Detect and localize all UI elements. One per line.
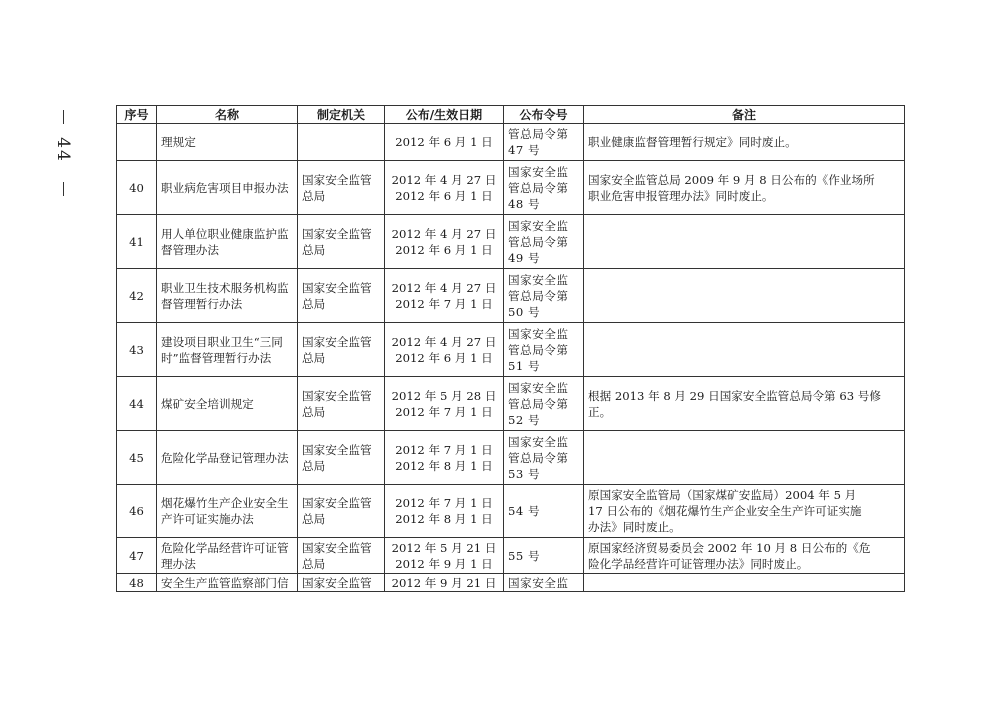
cell-remark bbox=[584, 269, 905, 323]
page-number-dash-top bbox=[63, 110, 64, 124]
table-body bbox=[117, 124, 905, 592]
cell-no: 48 bbox=[117, 574, 157, 592]
cell-agency bbox=[298, 377, 385, 431]
cell-name bbox=[157, 124, 298, 161]
cell-dates-line: 2012 年 6 月 1 日 bbox=[395, 350, 493, 365]
cell-order-line: 国家安全监 bbox=[508, 326, 569, 341]
cell-dates-line: 2012 年 9 月 1 日 bbox=[395, 556, 493, 571]
cell-name bbox=[157, 215, 298, 269]
cell-dates-line: 2012 年 6 月 1 日 bbox=[395, 135, 493, 149]
cell-agency bbox=[298, 538, 385, 574]
cell-no: 43 bbox=[117, 323, 157, 377]
regulations-table bbox=[116, 105, 905, 592]
cell-remark bbox=[584, 431, 905, 485]
cell-name-line: 理办法 bbox=[161, 556, 196, 571]
cell-remark bbox=[584, 538, 905, 574]
cell-remark-line: 根据 2013 年 8 月 29 日国家安全监管总局令第 63 号修 bbox=[588, 388, 881, 403]
cell-dates bbox=[385, 323, 504, 377]
cell-name-line: 职业卫生技术服务机构监 bbox=[161, 280, 289, 295]
cell-order-line: 管总局令第 bbox=[508, 288, 569, 303]
cell-name bbox=[157, 377, 298, 431]
header-no: 序号 bbox=[117, 106, 157, 124]
cell-dates-line: 2012 年 6 月 1 日 bbox=[395, 188, 493, 203]
table-row bbox=[117, 431, 905, 485]
cell-order-line: 51 号 bbox=[508, 358, 541, 373]
table-row bbox=[117, 574, 905, 592]
cell-name bbox=[157, 323, 298, 377]
cell-order-line: 47 号 bbox=[508, 143, 541, 157]
table-row bbox=[117, 323, 905, 377]
cell-dates-line: 2012 年 4 月 27 日 bbox=[391, 226, 497, 241]
cell-agency bbox=[298, 161, 385, 215]
table-header-row bbox=[117, 106, 905, 124]
cell-remark-line: 职业健康监督管理暂行规定》同时废止。 bbox=[588, 135, 797, 149]
cell-order-line: 49 号 bbox=[508, 250, 541, 265]
cell-name-line: 产许可证实施办法 bbox=[161, 512, 254, 526]
cell-agency-line: 国家安全监管 bbox=[302, 172, 372, 187]
cell-no: 44 bbox=[117, 377, 157, 431]
cell-order-line: 管总局令第 bbox=[508, 127, 569, 141]
cell-dates-line: 2012 年 8 月 1 日 bbox=[395, 512, 493, 526]
cell-no: 47 bbox=[117, 538, 157, 574]
cell-dates-line: 2012 年 7 月 1 日 bbox=[395, 296, 493, 311]
table-row bbox=[117, 124, 905, 161]
cell-remark bbox=[584, 377, 905, 431]
cell-name-line: 督管理暂行办法 bbox=[161, 296, 243, 311]
cell-order-line: 管总局令第 bbox=[508, 234, 569, 249]
cell-order-line: 国家安全监 bbox=[508, 434, 569, 449]
cell-remark bbox=[584, 124, 905, 161]
cell-order bbox=[504, 215, 584, 269]
cell-dates bbox=[385, 538, 504, 574]
cell-name-line: 用人单位职业健康监护监 bbox=[161, 226, 289, 241]
page-number bbox=[52, 110, 88, 200]
page-number-dash-bottom bbox=[63, 182, 64, 196]
header-agency: 制定机关 bbox=[298, 106, 385, 124]
cell-order-line: 管总局令第 bbox=[508, 450, 569, 465]
cell-order-line: 管总局令第 bbox=[508, 180, 569, 195]
cell-remark bbox=[584, 485, 905, 538]
cell-order bbox=[504, 269, 584, 323]
cell-agency-line: 国家安全监管 bbox=[302, 280, 372, 295]
table-row bbox=[117, 161, 905, 215]
cell-agency bbox=[298, 485, 385, 538]
cell-agency-line: 总局 bbox=[302, 296, 326, 311]
cell-dates bbox=[385, 377, 504, 431]
cell-dates bbox=[385, 574, 504, 592]
cell-order-line: 55 号 bbox=[508, 548, 541, 563]
cell-agency-line: 总局 bbox=[302, 188, 326, 203]
cell-order bbox=[504, 538, 584, 574]
cell-dates bbox=[385, 431, 504, 485]
cell-remark-line: 正。 bbox=[588, 404, 612, 419]
cell-name-line: 职业病危害项目申报办法 bbox=[161, 180, 289, 195]
cell-remark bbox=[584, 574, 905, 592]
cell-dates-line: 2012 年 8 月 1 日 bbox=[395, 458, 493, 473]
cell-no: 45 bbox=[117, 431, 157, 485]
table-row bbox=[117, 377, 905, 431]
page-number-text: 44 bbox=[52, 137, 73, 163]
cell-order-line: 48 号 bbox=[508, 196, 541, 211]
cell-order-line: 国家安全监 bbox=[508, 575, 569, 590]
cell-agency bbox=[298, 574, 385, 592]
cell-remark-line: 17 日公布的《烟花爆竹生产企业安全生产许可证实施 bbox=[588, 504, 862, 518]
cell-order-line: 54 号 bbox=[508, 504, 541, 518]
cell-remark-line: 原国家安全监管局（国家煤矿安监局）2004 年 5 月 bbox=[588, 488, 857, 502]
cell-order-line: 国家安全监 bbox=[508, 164, 569, 179]
cell-name-line: 安全生产监管监察部门信 bbox=[161, 575, 289, 590]
cell-remark-line: 险化学品经营许可证管理办法》同时废止。 bbox=[588, 556, 809, 571]
cell-name-line: 理规定 bbox=[161, 135, 196, 149]
cell-order bbox=[504, 377, 584, 431]
cell-order-line: 管总局令第 bbox=[508, 342, 569, 357]
header-order: 公布令号 bbox=[504, 106, 584, 124]
table-row bbox=[117, 538, 905, 574]
cell-agency-line: 国家安全监管 bbox=[302, 496, 372, 510]
cell-dates bbox=[385, 485, 504, 538]
cell-agency-line: 国家安全监管 bbox=[302, 226, 372, 241]
cell-remark-line: 原国家经济贸易委员会 2002 年 10 月 8 日公布的《危 bbox=[588, 540, 871, 555]
table-row bbox=[117, 485, 905, 538]
table-row bbox=[117, 215, 905, 269]
cell-remark bbox=[584, 323, 905, 377]
cell-dates bbox=[385, 124, 504, 161]
cell-name bbox=[157, 574, 298, 592]
cell-name-line: 烟花爆竹生产企业安全生 bbox=[161, 496, 289, 510]
cell-agency-line: 国家安全监管 bbox=[302, 442, 372, 457]
cell-remark-line: 国家安全监管总局 2009 年 9 月 8 日公布的《作业场所 bbox=[588, 172, 875, 187]
cell-order-line: 52 号 bbox=[508, 412, 541, 427]
cell-order bbox=[504, 124, 584, 161]
cell-dates-line: 2012 年 7 月 1 日 bbox=[395, 496, 493, 510]
cell-agency-line: 总局 bbox=[302, 242, 326, 257]
cell-dates-line: 2012 年 4 月 27 日 bbox=[391, 172, 497, 187]
cell-remark bbox=[584, 215, 905, 269]
cell-agency-line: 国家安全监管 bbox=[302, 540, 372, 555]
cell-agency bbox=[298, 124, 385, 161]
cell-agency bbox=[298, 323, 385, 377]
cell-order bbox=[504, 431, 584, 485]
cell-name-line: 煤矿安全培训规定 bbox=[161, 396, 254, 411]
cell-order-line: 国家安全监 bbox=[508, 380, 569, 395]
table-row bbox=[117, 269, 905, 323]
cell-agency-line: 国家安全监管 bbox=[302, 334, 372, 349]
cell-agency bbox=[298, 215, 385, 269]
cell-name bbox=[157, 538, 298, 574]
cell-name bbox=[157, 269, 298, 323]
header-name: 名称 bbox=[157, 106, 298, 124]
cell-dates-line: 2012 年 7 月 1 日 bbox=[395, 404, 493, 419]
cell-agency-line: 总局 bbox=[302, 556, 326, 571]
cell-agency bbox=[298, 431, 385, 485]
cell-name-line: 危险化学品登记管理办法 bbox=[161, 450, 289, 465]
cell-agency-line: 国家安全监管 bbox=[302, 575, 372, 590]
cell-agency bbox=[298, 269, 385, 323]
cell-order-line: 50 号 bbox=[508, 304, 541, 319]
cell-dates-line: 2012 年 9 月 21 日 bbox=[391, 575, 497, 590]
header-remark: 备注 bbox=[584, 106, 905, 124]
cell-name-line: 危险化学品经营许可证管 bbox=[161, 540, 289, 555]
cell-agency-line: 国家安全监管 bbox=[302, 388, 372, 403]
cell-order-line: 管总局令第 bbox=[508, 396, 569, 411]
cell-order bbox=[504, 485, 584, 538]
cell-order-line: 国家安全监 bbox=[508, 218, 569, 233]
cell-order-line: 53 号 bbox=[508, 466, 541, 481]
cell-dates-line: 2012 年 5 月 21 日 bbox=[391, 540, 497, 555]
cell-agency-line: 总局 bbox=[302, 458, 326, 473]
cell-remark bbox=[584, 161, 905, 215]
cell-dates-line: 2012 年 4 月 27 日 bbox=[391, 280, 497, 295]
cell-dates bbox=[385, 215, 504, 269]
cell-remark-line: 办法》同时废止。 bbox=[588, 520, 681, 534]
cell-name bbox=[157, 431, 298, 485]
cell-agency-line: 总局 bbox=[302, 404, 326, 419]
cell-no bbox=[117, 124, 157, 161]
cell-no: 40 bbox=[117, 161, 157, 215]
cell-name-line: 建设项目职业卫生“三同 bbox=[161, 334, 283, 349]
cell-dates-line: 2012 年 4 月 27 日 bbox=[391, 334, 497, 349]
cell-no: 41 bbox=[117, 215, 157, 269]
cell-dates bbox=[385, 161, 504, 215]
cell-dates-line: 2012 年 6 月 1 日 bbox=[395, 242, 493, 257]
cell-order-line: 国家安全监 bbox=[508, 272, 569, 287]
cell-name-line: 时”监督管理暂行办法 bbox=[161, 350, 272, 365]
cell-name bbox=[157, 485, 298, 538]
cell-dates-line: 2012 年 5 月 28 日 bbox=[391, 388, 497, 403]
cell-no: 42 bbox=[117, 269, 157, 323]
cell-no: 46 bbox=[117, 485, 157, 538]
cell-dates bbox=[385, 269, 504, 323]
header-dates: 公布/生效日期 bbox=[385, 106, 504, 124]
cell-agency-line: 总局 bbox=[302, 512, 326, 526]
cell-remark-line: 职业危害申报管理办法》同时废止。 bbox=[588, 188, 774, 203]
cell-name bbox=[157, 161, 298, 215]
cell-order bbox=[504, 161, 584, 215]
cell-dates-line: 2012 年 7 月 1 日 bbox=[395, 442, 493, 457]
cell-order bbox=[504, 323, 584, 377]
cell-name-line: 督管理办法 bbox=[161, 242, 219, 257]
cell-order bbox=[504, 574, 584, 592]
cell-agency-line: 总局 bbox=[302, 350, 326, 365]
